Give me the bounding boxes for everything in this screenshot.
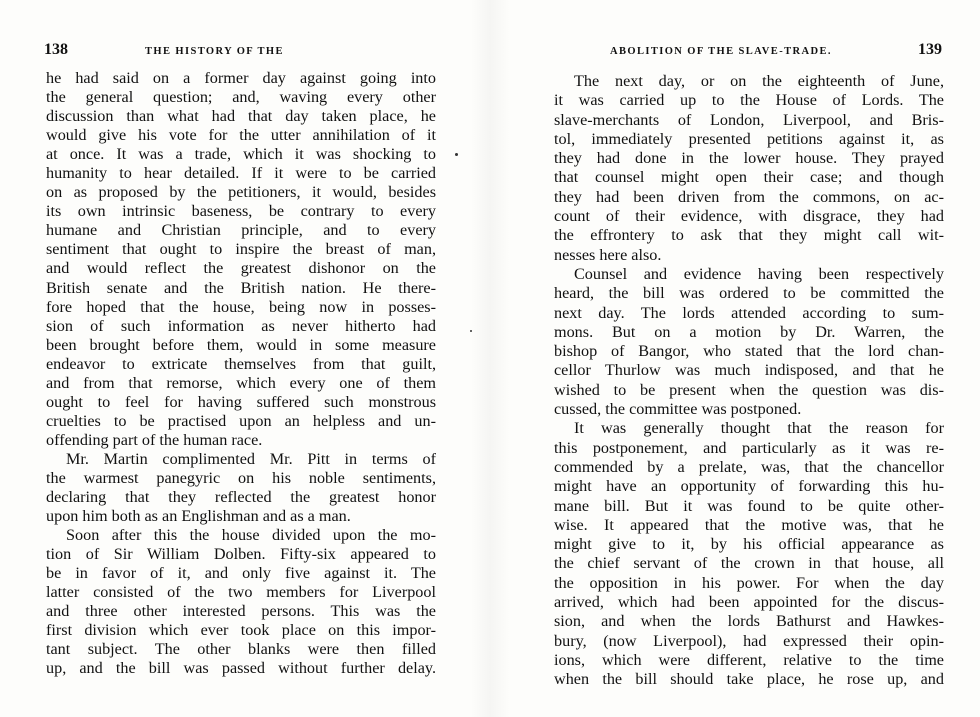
print-speck [455, 153, 458, 156]
right-text-line: it was carried up to the House of Lords. The [554, 91, 944, 110]
right-text-line: Counsel and evidence having been respectively [574, 264, 944, 283]
left-text-line: upon him both as an Englishman and as a man. [46, 507, 351, 526]
left-text-line: sion of such information as never hitherto had [46, 316, 436, 335]
right-text-line: bury, (now Liverpool), had expressed their opin- [554, 631, 944, 650]
left-text-line: latter consisted of the two members for Liverpool [46, 583, 436, 602]
left-text-line: Soon after this the house divided upon the mo- [66, 526, 436, 545]
left-text-line: and three other interested persons. This was the [46, 602, 436, 621]
print-speck [470, 330, 472, 332]
left-text-line: ought to feel for having suffered such monstrous [46, 392, 436, 411]
left-page-number: 138 [44, 41, 68, 58]
right-text-line: they had been driven from the commons, on ac- [554, 187, 944, 206]
left-text-line: tion of Sir William Dolben. Fifty-six appeared to [46, 545, 436, 564]
left-text-line: humane and Christian principle, and to every [46, 221, 436, 240]
right-page-text [554, 72, 944, 690]
right-text-line: might give to it, by his official appearance as [554, 535, 944, 554]
right-text-line: cellor Thurlow was much indisposed, and that he [554, 361, 944, 380]
left-text-line: would give his vote for the utter annihilation of it [46, 126, 436, 145]
left-text-line: tant subject. The other blanks were then filled [46, 640, 436, 659]
left-text-line: on as proposed by the petitioners, it would, besides [46, 183, 436, 202]
right-text-line: cussed, the committee was postponed. [554, 400, 802, 419]
right-text-line: ions, which were different, relative to the time [554, 650, 944, 669]
left-text-line: the general question; and, waving every other [46, 88, 436, 107]
right-text-line: next day. The lords attended according to sum- [554, 303, 944, 322]
right-text-line: mons. But on a motion by Dr. Warren, the [554, 322, 944, 341]
left-text-line: British senate and the British nation. He there- [46, 278, 436, 297]
right-text-line: might have an opportunity of forwarding this hu- [554, 477, 944, 496]
right-text-line: the chief servant of the crown in that house, all [554, 554, 944, 573]
right-text-line: It was generally thought that the reason for [574, 419, 944, 438]
right-text-line: arrived, which had been appointed for the discus- [554, 593, 944, 612]
left-text-line: the warmest panegyric on his noble sentiments, [46, 468, 436, 487]
right-page-number: 139 [918, 41, 942, 58]
left-text-line: first division which ever took place on this impor- [46, 621, 436, 640]
left-text-line: its own intrinsic baseness, be contrary to every [46, 202, 436, 221]
left-text-line: be in favor of it, and only five against it. The [46, 564, 436, 583]
left-text-line: and would reflect the greatest dishonor on the [46, 259, 436, 278]
left-text-line: discussion than what had that day taken place, he [46, 107, 436, 126]
right-page [548, 0, 944, 717]
right-text-line: wise. It appeared that the motive was, that he [554, 515, 944, 534]
right-text-line: this postponement, and particularly as it was re- [554, 438, 944, 457]
left-text-line: endeavor to extricate themselves from that guilt, [46, 354, 436, 373]
right-running-head-title: ABOLITION OF THE SLAVE-TRADE. [610, 46, 832, 57]
right-text-line: the opposition in his power. For when the day [554, 573, 944, 592]
right-text-line: mane bill. But it was found to be quite other- [554, 496, 944, 515]
right-text-line: bishop of Bangor, who stated that the lord chan- [554, 342, 944, 361]
right-text-line: the effrontery to ask that they might call wit- [554, 226, 944, 245]
right-text-line: The next day, or on the eighteenth of June, [574, 72, 944, 90]
left-text-line: offending part of the human race. [46, 430, 263, 449]
left-page-text [46, 69, 436, 679]
right-text-line: slave-merchants of London, Liverpool, and Bris- [554, 110, 944, 129]
right-text-line: wished to be present when the question was dis- [554, 380, 944, 399]
left-text-line: been brought before them, would in some measure [46, 335, 436, 354]
left-text-line: Mr. Martin complimented Mr. Pitt in terms of [66, 449, 436, 468]
left-text-line: he had said on a former day against going into [46, 69, 436, 87]
left-text-line: fore hoped that the house, being now in posses- [46, 297, 436, 316]
right-running-head [548, 41, 942, 61]
left-text-line: humanity to hear detailed. If it were to be carried [46, 164, 436, 183]
left-running-head [40, 41, 430, 61]
left-page [40, 0, 436, 717]
right-text-line: that counsel might open their case; and though [554, 168, 944, 187]
book-gutter [470, 0, 510, 717]
right-text-line: tol, immediately presented petitions against it, as [554, 129, 944, 148]
right-text-line: heard, the bill was ordered to be committed the [554, 284, 944, 303]
right-text-line: sion, and when the lords Bathurst and Hawkes- [554, 612, 944, 631]
right-text-line: commended by a prelate, was, that the chancellor [554, 457, 944, 476]
left-running-head-title: THE HISTORY OF THE [145, 46, 284, 57]
left-text-line: and from that remorse, which every one of them [46, 373, 436, 392]
right-text-line: nesses here also. [554, 245, 662, 264]
left-text-line: declaring that they reflected the greatest honor [46, 488, 436, 507]
left-text-line: at once. It was a trade, which it was shocking to [46, 145, 436, 164]
right-text-line: they had done in the lower house. They prayed [554, 149, 944, 168]
right-text-line: when the bill should take place, he rose up, and [554, 670, 944, 689]
right-text-line: count of their evidence, with disgrace, they had [554, 207, 944, 226]
left-text-line: sentiment that ought to inspire the breast of man, [46, 240, 436, 259]
left-text-line: cruelties to be practised upon an helpless and un- [46, 411, 436, 430]
left-text-line: up, and the bill was passed without further delay. [46, 659, 436, 678]
